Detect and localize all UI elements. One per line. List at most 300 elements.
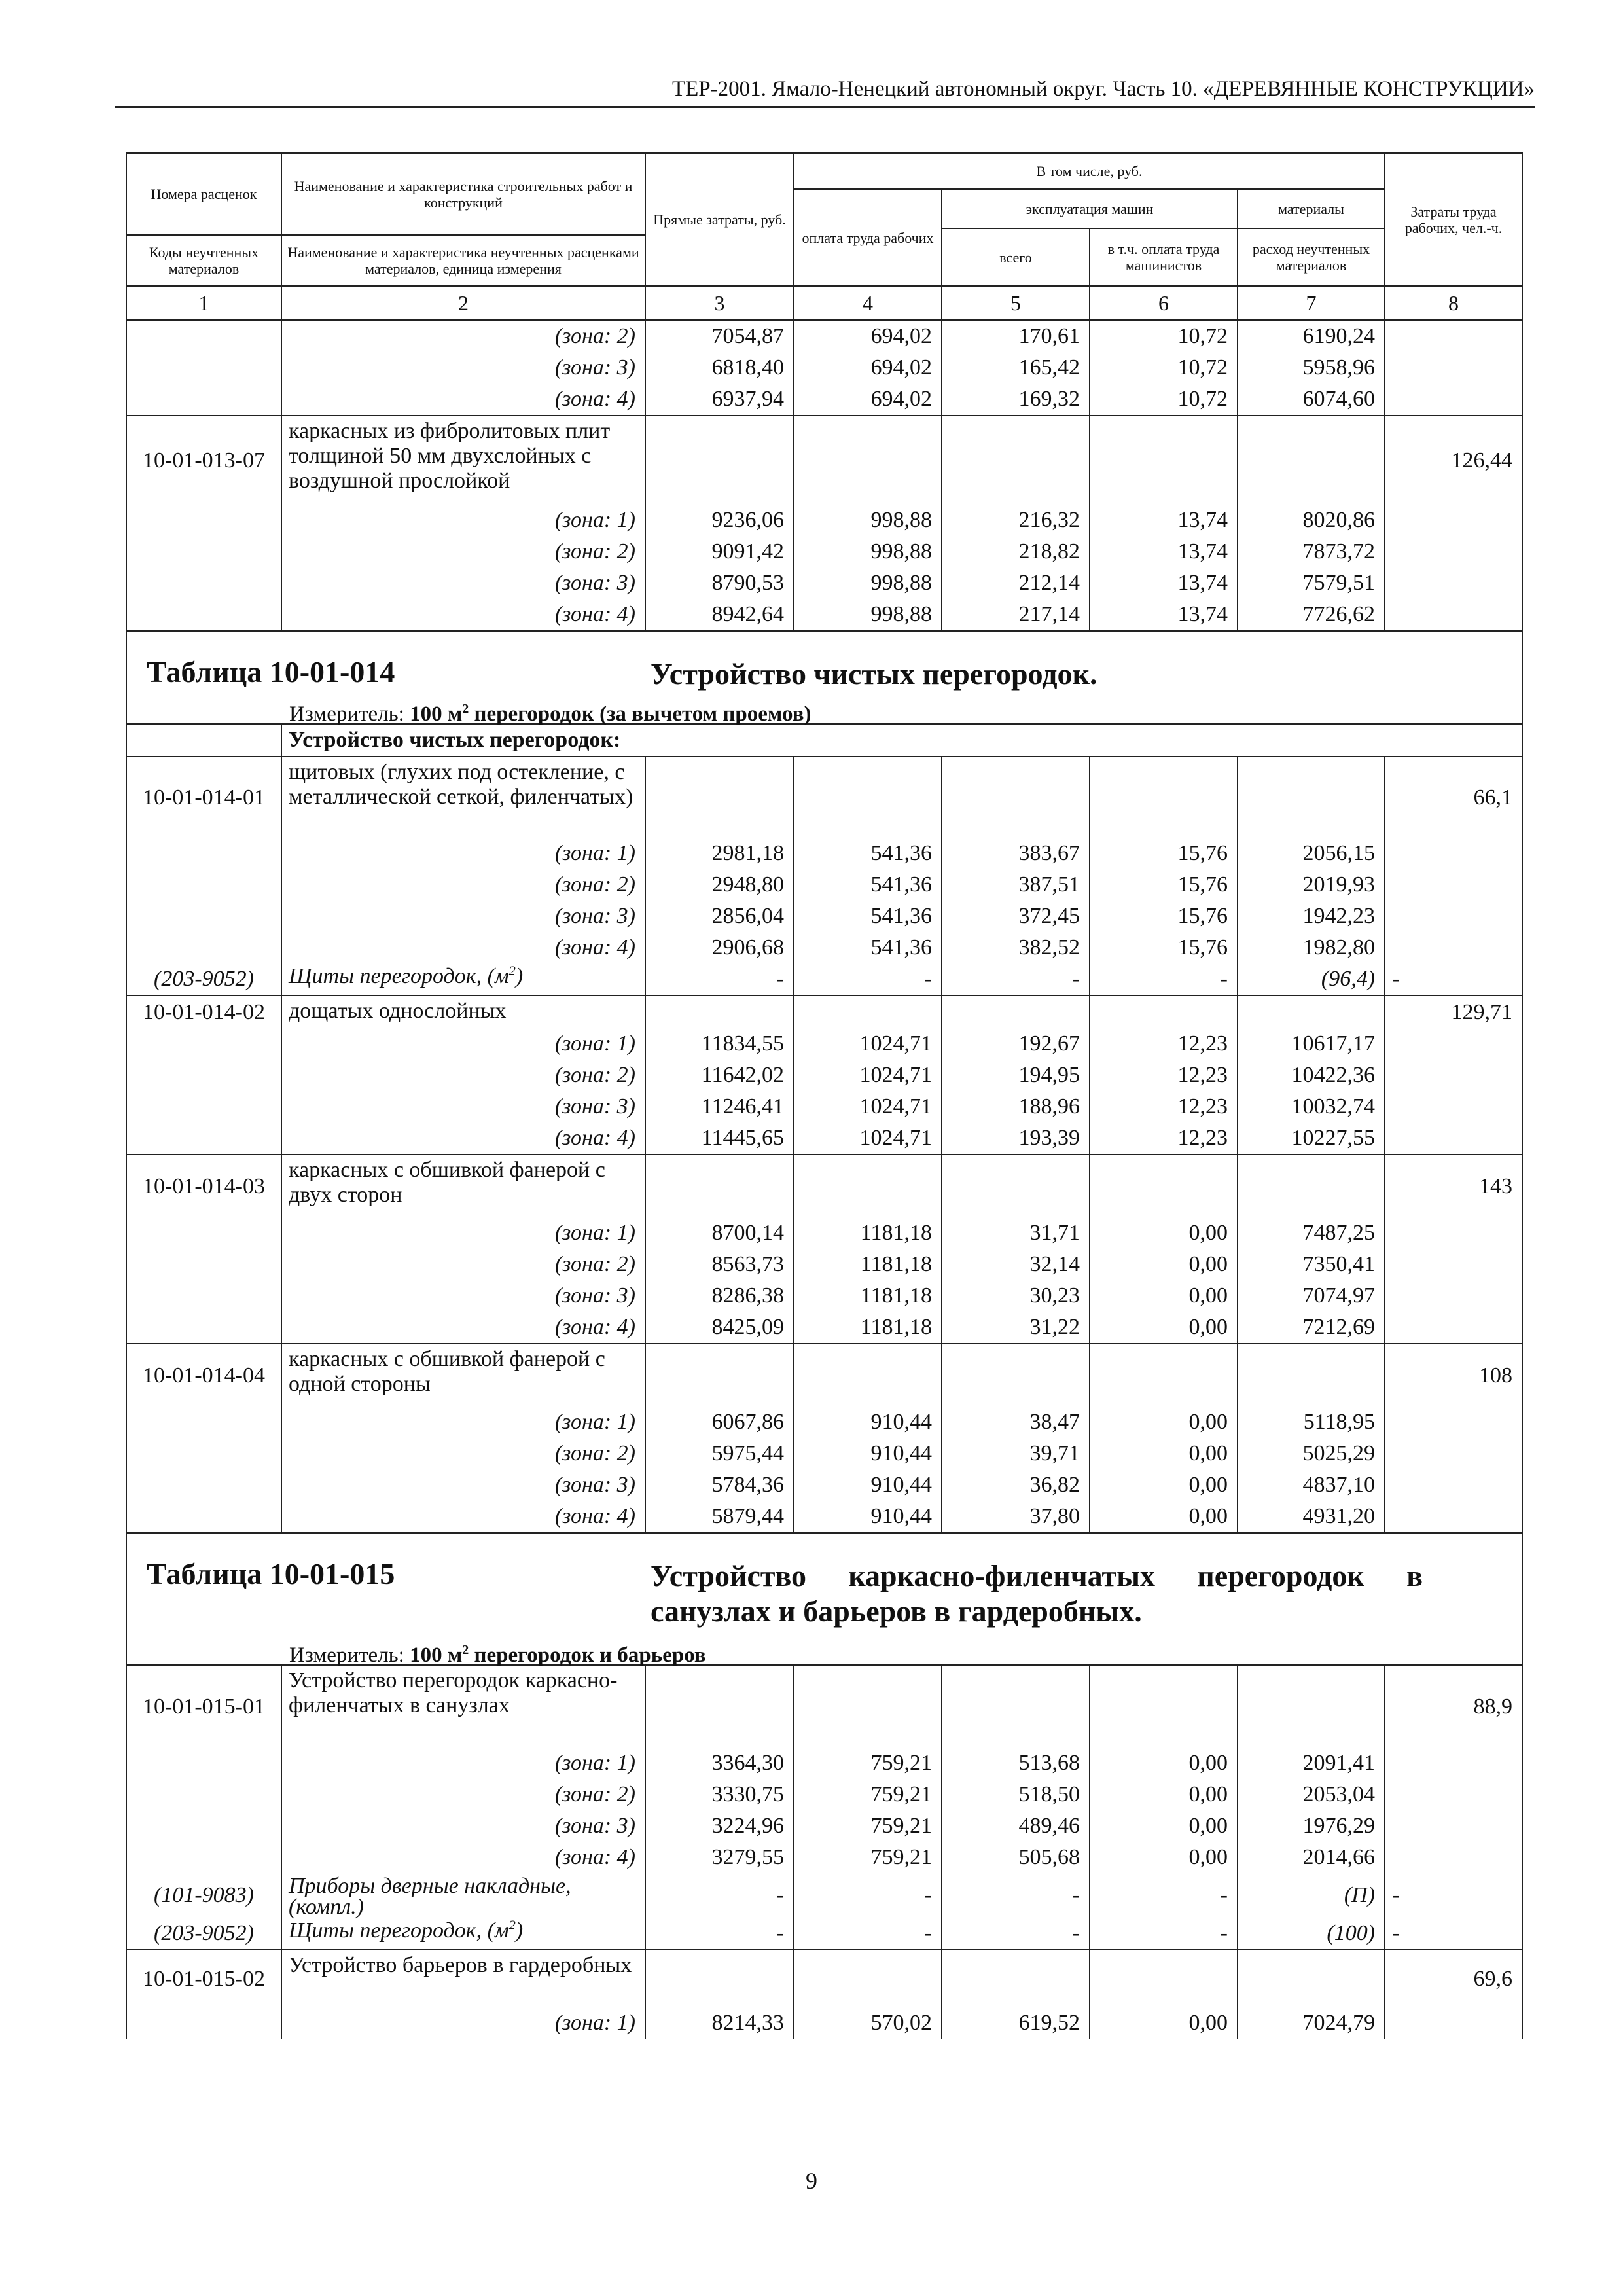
labor-cell-empty [1385, 567, 1522, 599]
machinists-pay: 10,72 [1090, 384, 1238, 416]
col3-header: Прямые затраты, руб. [645, 153, 794, 286]
zone-label: (зона: 4) [281, 599, 645, 631]
empty-cell [1238, 1950, 1385, 2007]
zone-label: (зона: 3) [281, 1091, 645, 1122]
zone-row [126, 1842, 1522, 1873]
materials: 10617,17 [1238, 1028, 1385, 1060]
empty-cell [794, 1950, 942, 2007]
materials: 7873,72 [1238, 536, 1385, 567]
zone-row [126, 320, 1522, 352]
materials: 7074,97 [1238, 1280, 1385, 1312]
zone-label: (зона: 2) [281, 1779, 645, 1810]
labor-cell-empty [1385, 1060, 1522, 1091]
rate-code: 10-01-014-02 [126, 996, 281, 1028]
table-body [126, 286, 1522, 2039]
zone-label: (зона: 2) [281, 869, 645, 901]
direct-cost: 9091,42 [645, 536, 794, 567]
empty-cell [794, 1155, 942, 1217]
labor-pay: 541,36 [794, 869, 942, 901]
meter-value-text: 100 м [410, 1643, 463, 1667]
materials: 10227,55 [1238, 1122, 1385, 1155]
machines-total: 193,39 [942, 1122, 1090, 1155]
material-value: - [1090, 1873, 1238, 1918]
zone-row [126, 1122, 1522, 1155]
labor-pay: 1181,18 [794, 1217, 942, 1249]
labor-cell-empty [1385, 1407, 1522, 1438]
labor-hours: 129,71 [1385, 996, 1522, 1028]
materials: 1942,23 [1238, 901, 1385, 932]
material-labor: - [1385, 1918, 1522, 1950]
zone-row [126, 599, 1522, 631]
machines-total: 518,50 [942, 1779, 1090, 1810]
material-value: - [942, 1918, 1090, 1950]
direct-cost: 8214,33 [645, 2007, 794, 2039]
empty-cell [794, 757, 942, 838]
superscript: 2 [508, 963, 516, 978]
materials-header: материалы [1238, 189, 1385, 228]
machinists-pay: 10,72 [1090, 352, 1238, 384]
zone-label: (зона: 1) [281, 1217, 645, 1249]
materials: 7579,51 [1238, 567, 1385, 599]
machines-total: 372,45 [942, 901, 1090, 932]
code-cell-empty [126, 869, 281, 901]
material-name-text: Щиты перегородок, (м [289, 964, 509, 988]
empty-cell [794, 996, 942, 1028]
code-cell-empty [126, 1217, 281, 1249]
labor-cell-empty [1385, 932, 1522, 963]
zone-row [126, 2007, 1522, 2039]
empty-cell [645, 1155, 794, 1217]
code-cell-empty [126, 932, 281, 963]
machines-total: 32,14 [942, 1249, 1090, 1280]
labor-cell-empty [1385, 1748, 1522, 1779]
column-number: 7 [1238, 286, 1385, 320]
labor-pay: 1024,71 [794, 1060, 942, 1091]
machinists-pay: 12,23 [1090, 1122, 1238, 1155]
column-number: 5 [942, 286, 1090, 320]
machinists-pay: 0,00 [1090, 2007, 1238, 2039]
labor-hours: 108 [1385, 1344, 1522, 1407]
direct-cost: 6937,94 [645, 384, 794, 416]
empty-cell [942, 1344, 1090, 1407]
table-id: Таблица 10-01-014 [147, 655, 395, 689]
machines-total: 382,52 [942, 932, 1090, 963]
code-cell-empty [126, 1748, 281, 1779]
machines-total: 30,23 [942, 1280, 1090, 1312]
page-header [115, 73, 1535, 108]
labor-cell-empty [1385, 505, 1522, 536]
header-title: ТЕР-2001. Ямало-Ненецкий автономный округ. Часть 10. «ДЕРЕВЯННЫЕ КОНСТРУКЦИИ» [671, 77, 1535, 101]
column-number: 4 [794, 286, 942, 320]
rate-row [126, 416, 1522, 505]
meter-superscript: 2 [462, 702, 469, 716]
direct-cost: 9236,06 [645, 505, 794, 536]
materials: 7024,79 [1238, 2007, 1385, 2039]
labor-pay: 541,36 [794, 901, 942, 932]
zone-label: (зона: 4) [281, 384, 645, 416]
materials: 5118,95 [1238, 1407, 1385, 1438]
rate-code: 10-01-014-04 [126, 1344, 281, 1407]
zone-label: (зона: 2) [281, 1249, 645, 1280]
code-cell-empty [126, 1122, 281, 1155]
zone-row [126, 536, 1522, 567]
machinists-pay: 0,00 [1090, 1217, 1238, 1249]
material-code: (203-9052) [126, 963, 281, 996]
machinists-pay: 0,00 [1090, 1842, 1238, 1873]
zone-row [126, 567, 1522, 599]
code-cell-empty [126, 567, 281, 599]
col1-bottom-header: Коды неучтенных материалов [126, 235, 281, 286]
empty-cell [645, 1950, 794, 2007]
material-value: - [645, 1873, 794, 1918]
machines-total: 169,32 [942, 384, 1090, 416]
rate-row [126, 757, 1522, 838]
empty-cell [1090, 416, 1238, 505]
machines-total: 194,95 [942, 1060, 1090, 1091]
code-cell-empty [126, 1810, 281, 1842]
direct-cost: 8563,73 [645, 1249, 794, 1280]
col7-header: расход неучтенных материалов [1238, 228, 1385, 286]
zone-row [126, 384, 1522, 416]
column-number: 3 [645, 286, 794, 320]
table-heading-row [126, 631, 1522, 724]
materials: 8020,86 [1238, 505, 1385, 536]
machines-total: 619,52 [942, 2007, 1090, 2039]
col2-bottom-header: Наименование и характеристика неучтенных расценками материалов, единица измерения [281, 235, 645, 286]
materials: 2053,04 [1238, 1779, 1385, 1810]
machinists-pay: 0,00 [1090, 1779, 1238, 1810]
direct-cost: 5784,36 [645, 1469, 794, 1501]
code-cell-empty [126, 901, 281, 932]
zone-label: (зона: 4) [281, 1842, 645, 1873]
rate-name: Устройство барьеров в гардеробных [281, 1950, 645, 2007]
empty-cell [1090, 1155, 1238, 1217]
machinists-pay: 0,00 [1090, 1438, 1238, 1469]
code-cell-empty [126, 1028, 281, 1060]
direct-cost: 6818,40 [645, 352, 794, 384]
rate-name: каркасных с обшивкой фанерой с двух сторон [281, 1155, 645, 1217]
labor-cell-empty [1385, 1312, 1522, 1344]
machines-total: 387,51 [942, 869, 1090, 901]
table-id: Таблица 10-01-015 [147, 1557, 395, 1590]
empty-cell [942, 996, 1090, 1028]
empty-cell [942, 757, 1090, 838]
material-value: - [1090, 963, 1238, 996]
direct-cost: 3224,96 [645, 1810, 794, 1842]
empty-cell [794, 1344, 942, 1407]
labor-pay: 998,88 [794, 567, 942, 599]
col2-top-header: Наименование и характеристика строительных работ и конструкций [281, 153, 645, 235]
direct-cost: 8700,14 [645, 1217, 794, 1249]
machinists-pay: 13,74 [1090, 599, 1238, 631]
labor-cell-empty [1385, 352, 1522, 384]
code-cell-empty [126, 1779, 281, 1810]
code-cell-empty [126, 1249, 281, 1280]
empty-cell [1238, 1155, 1385, 1217]
labor-pay: 694,02 [794, 320, 942, 352]
rate-code: 10-01-015-02 [126, 1950, 281, 2007]
code-cell-empty [126, 1501, 281, 1533]
machines-total: 513,68 [942, 1748, 1090, 1779]
zone-label: (зона: 3) [281, 352, 645, 384]
empty-cell [1238, 416, 1385, 505]
labor-pay: 694,02 [794, 384, 942, 416]
machines-total: 216,32 [942, 505, 1090, 536]
col8-header: Затраты труда рабочих, чел.-ч. [1385, 153, 1522, 286]
empty-cell [1090, 996, 1238, 1028]
empty-cell [942, 1950, 1090, 2007]
labor-pay: 910,44 [794, 1438, 942, 1469]
material-unit-close: ) [515, 1918, 524, 1943]
material-value: - [942, 1873, 1090, 1918]
empty-cell [794, 1665, 942, 1748]
material-name [281, 1918, 645, 1950]
empty-cell [942, 1155, 1090, 1217]
labor-cell-empty [1385, 320, 1522, 352]
zone-label: (зона: 3) [281, 901, 645, 932]
machinists-pay: 15,76 [1090, 869, 1238, 901]
meter-value [410, 1643, 706, 1667]
machines-total: 192,67 [942, 1028, 1090, 1060]
materials: 5958,96 [1238, 352, 1385, 384]
zone-label: (зона: 1) [281, 1407, 645, 1438]
material-name-text: Приборы дверные накладные, (компл.) [289, 1874, 571, 1919]
zone-row [126, 1217, 1522, 1249]
material-code: (101-9083) [126, 1873, 281, 1918]
material-value: - [794, 963, 942, 996]
machines-total: 188,96 [942, 1091, 1090, 1122]
direct-cost: 8790,53 [645, 567, 794, 599]
material-value: (П) [1238, 1873, 1385, 1918]
empty-cell [645, 757, 794, 838]
machinists-pay: 12,23 [1090, 1060, 1238, 1091]
rate-code: 10-01-014-03 [126, 1155, 281, 1217]
rate-code: 10-01-013-07 [126, 416, 281, 505]
empty-cell [645, 416, 794, 505]
materials: 7726,62 [1238, 599, 1385, 631]
machinists-pay: 12,23 [1090, 1028, 1238, 1060]
labor-pay: 759,21 [794, 1779, 942, 1810]
labor-cell-empty [1385, 1249, 1522, 1280]
labor-pay: 910,44 [794, 1501, 942, 1533]
zone-label: (зона: 3) [281, 567, 645, 599]
labor-hours: 88,9 [1385, 1665, 1522, 1748]
machinists-pay: 13,74 [1090, 567, 1238, 599]
material-value: - [942, 963, 1090, 996]
labor-pay: 998,88 [794, 505, 942, 536]
materials: 10032,74 [1238, 1091, 1385, 1122]
rate-row [126, 1665, 1522, 1748]
code-cell-empty [126, 536, 281, 567]
empty-cell [645, 1344, 794, 1407]
code-cell-empty [126, 2007, 281, 2039]
direct-cost: 8286,38 [645, 1280, 794, 1312]
machinists-pay: 13,74 [1090, 505, 1238, 536]
code-cell-empty [126, 1060, 281, 1091]
code-cell-empty [126, 352, 281, 384]
labor-cell-empty [1385, 599, 1522, 631]
rate-name: дощатых однослойных [281, 996, 645, 1028]
empty-cell [794, 416, 942, 505]
code-cell-empty [126, 1091, 281, 1122]
zone-row [126, 1438, 1522, 1469]
material-row [126, 1873, 1522, 1918]
direct-cost: 2948,80 [645, 869, 794, 901]
empty-cell [942, 416, 1090, 505]
machinists-pay: 0,00 [1090, 1748, 1238, 1779]
machinists-pay: 0,00 [1090, 1501, 1238, 1533]
labor-cell-empty [1385, 838, 1522, 869]
machines-total: 489,46 [942, 1810, 1090, 1842]
code-cell-empty [126, 1407, 281, 1438]
zone-label: (зона: 2) [281, 320, 645, 352]
empty-cell [1238, 1665, 1385, 1748]
direct-cost: 11246,41 [645, 1091, 794, 1122]
col1-top-header: Номера расценок [126, 153, 281, 235]
labor-pay: 910,44 [794, 1407, 942, 1438]
labor-cell-empty [1385, 1438, 1522, 1469]
empty-cell [1090, 1950, 1238, 2007]
materials: 4931,20 [1238, 1501, 1385, 1533]
zone-row [126, 1748, 1522, 1779]
material-code: (203-9052) [126, 1918, 281, 1950]
labor-pay: 759,21 [794, 1842, 942, 1873]
machines-total: 36,82 [942, 1469, 1090, 1501]
labor-pay: 541,36 [794, 838, 942, 869]
machines-total: 170,61 [942, 320, 1090, 352]
machinists-pay: 13,74 [1090, 536, 1238, 567]
rate-name: каркасных с обшивкой фанерой с одной стороны [281, 1344, 645, 1407]
column-number: 6 [1090, 286, 1238, 320]
empty-cell [645, 1665, 794, 1748]
labor-pay: 910,44 [794, 1469, 942, 1501]
labor-cell-empty [1385, 1810, 1522, 1842]
machines-total: 383,67 [942, 838, 1090, 869]
labor-pay: 998,88 [794, 599, 942, 631]
labor-cell-empty [1385, 869, 1522, 901]
superscript: 2 [508, 1918, 516, 1933]
meter-rest: перегородок (за вычетом проемов) [474, 702, 812, 726]
labor-cell-empty [1385, 901, 1522, 932]
material-name-text: Щиты перегородок, (м [289, 1918, 509, 1943]
materials: 2056,15 [1238, 838, 1385, 869]
machines-total: 212,14 [942, 567, 1090, 599]
machines-total: 37,80 [942, 1501, 1090, 1533]
material-value: - [1090, 1918, 1238, 1950]
zone-label: (зона: 1) [281, 2007, 645, 2039]
direct-cost: 11642,02 [645, 1060, 794, 1091]
including-header: В том числе, руб. [794, 153, 1385, 189]
machines-header: эксплуатация машин [942, 189, 1238, 228]
labor-cell-empty [1385, 1779, 1522, 1810]
zone-row [126, 1028, 1522, 1060]
labor-pay: 759,21 [794, 1810, 942, 1842]
direct-cost: 8942,64 [645, 599, 794, 631]
zone-label: (зона: 1) [281, 838, 645, 869]
rate-row [126, 1950, 1522, 2007]
direct-cost: 7054,87 [645, 320, 794, 352]
zone-row [126, 932, 1522, 963]
labor-pay: 541,36 [794, 932, 942, 963]
labor-cell-empty [1385, 1501, 1522, 1533]
machines-total: 217,14 [942, 599, 1090, 631]
labor-pay: 759,21 [794, 1748, 942, 1779]
labor-pay: 1181,18 [794, 1312, 942, 1344]
group-title: Устройство чистых перегородок: [281, 724, 1522, 757]
labor-cell-empty [1385, 1842, 1522, 1873]
direct-cost: 6067,86 [645, 1407, 794, 1438]
materials: 4837,10 [1238, 1469, 1385, 1501]
code-cell-empty [126, 384, 281, 416]
material-name [281, 1873, 645, 1918]
materials: 1976,29 [1238, 1810, 1385, 1842]
zone-row [126, 1280, 1522, 1312]
direct-cost: 3330,75 [645, 1779, 794, 1810]
zone-label: (зона: 2) [281, 1438, 645, 1469]
col4-header: оплата труда рабочих [794, 189, 942, 286]
labor-pay: 1181,18 [794, 1249, 942, 1280]
rate-row [126, 996, 1522, 1028]
direct-cost: 2906,68 [645, 932, 794, 963]
materials: 6074,60 [1238, 384, 1385, 416]
machinists-pay: 0,00 [1090, 1249, 1238, 1280]
zone-label: (зона: 2) [281, 536, 645, 567]
empty-cell [942, 1665, 1090, 1748]
material-value: (96,4) [1238, 963, 1385, 996]
code-cell-empty [126, 599, 281, 631]
rate-name: щитовых (глухих под остекление, с металлической сеткой, филенчатых) [281, 757, 645, 838]
material-value: - [794, 1918, 942, 1950]
material-row [126, 1918, 1522, 1950]
machines-total: 39,71 [942, 1438, 1090, 1469]
material-labor: - [1385, 1873, 1522, 1918]
meter-rest: перегородок и барьеров [474, 1643, 706, 1667]
meter-value [410, 702, 811, 726]
table-title: Устройство чистых перегородок. [651, 657, 1097, 691]
zone-row [126, 1469, 1522, 1501]
table-meter [289, 1640, 706, 1671]
meter-value-text: 100 м [410, 702, 463, 726]
direct-cost: 2856,04 [645, 901, 794, 932]
machinists-pay: 12,23 [1090, 1091, 1238, 1122]
col6-header: в т.ч. оплата труда машинистов [1090, 228, 1238, 286]
direct-cost: 8425,09 [645, 1312, 794, 1344]
zone-label: (зона: 3) [281, 1810, 645, 1842]
direct-cost: 5879,44 [645, 1501, 794, 1533]
table-header [126, 153, 1522, 286]
material-value: - [794, 1873, 942, 1918]
zone-label: (зона: 1) [281, 1748, 645, 1779]
machinists-pay: 15,76 [1090, 932, 1238, 963]
labor-pay: 570,02 [794, 2007, 942, 2039]
zone-row [126, 1091, 1522, 1122]
materials: 2091,41 [1238, 1748, 1385, 1779]
page-number: 9 [806, 2168, 817, 2194]
material-labor: - [1385, 963, 1522, 996]
labor-hours: 69,6 [1385, 1950, 1522, 2007]
material-value: - [645, 1918, 794, 1950]
labor-cell-empty [1385, 384, 1522, 416]
table-heading-block [126, 631, 1522, 724]
meter-label: Измеритель: [289, 702, 404, 726]
empty-cell [1238, 1344, 1385, 1407]
materials: 7350,41 [1238, 1249, 1385, 1280]
meter-superscript: 2 [462, 1643, 469, 1657]
zone-row [126, 1249, 1522, 1280]
zone-row [126, 1060, 1522, 1091]
machines-total: 505,68 [942, 1842, 1090, 1873]
zone-label: (зона: 3) [281, 1469, 645, 1501]
